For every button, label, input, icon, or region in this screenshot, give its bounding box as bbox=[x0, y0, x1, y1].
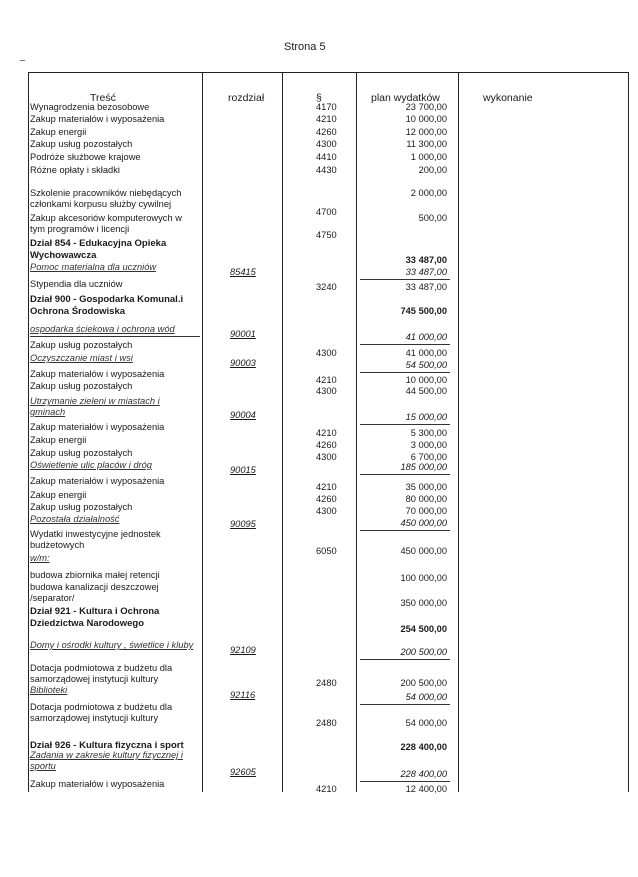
row-plan: 54 500,00 bbox=[405, 360, 447, 370]
row-description: w/m: bbox=[30, 553, 50, 563]
row-plan: 11 300,00 bbox=[406, 139, 447, 149]
row-description: Dział 926 - Kultura fizyczna i sport bbox=[30, 740, 184, 751]
row-description: Zakup materiałów i wyposażenia bbox=[30, 476, 165, 486]
row-paragraf: 3240 bbox=[316, 282, 337, 292]
row-plan: 12 400,00 bbox=[405, 784, 447, 794]
row-plan: 100 000,00 bbox=[400, 573, 447, 583]
row-description: Oświetlenie ulic placów i dróg bbox=[30, 460, 152, 470]
row-plan: 33 487,00 bbox=[405, 267, 447, 277]
header-paragraf: § bbox=[316, 92, 322, 104]
row-description: Domy i ośrodki kultury , świetlice i kluby bbox=[30, 640, 194, 650]
row-plan: 41 000,00 bbox=[405, 332, 447, 342]
row-plan: 54 000,00 bbox=[405, 692, 447, 702]
row-rozdzial: 85415 bbox=[230, 267, 256, 277]
column-divider bbox=[282, 72, 283, 792]
row-paragraf: 4210 bbox=[316, 375, 337, 385]
row-paragraf: 4410 bbox=[316, 152, 337, 162]
row-rozdzial: 90015 bbox=[230, 465, 256, 475]
subtotal-underline bbox=[360, 279, 450, 280]
row-plan: 10 000,00 bbox=[405, 375, 447, 385]
row-plan: 500,00 bbox=[418, 213, 447, 223]
column-divider bbox=[202, 72, 203, 792]
row-description: Zakup usług pozostałych bbox=[30, 139, 133, 149]
row-rozdzial: 90004 bbox=[230, 410, 256, 420]
row-plan: 228 400,00 bbox=[400, 769, 447, 779]
row-plan: 33 487,00 bbox=[405, 282, 447, 292]
row-description: Zakup energii bbox=[30, 127, 87, 137]
row-plan: 3 000,00 bbox=[410, 440, 447, 450]
column-divider bbox=[28, 72, 29, 792]
subtotal-underline bbox=[360, 344, 450, 345]
row-description: Wynagrodzenia bezosobowe bbox=[30, 102, 150, 112]
row-description: Zadania w zakresie kultury fizycznej i sportu bbox=[30, 750, 183, 771]
row-description: Dział 900 - Gospodarka Komunal.i Ochrona Środowiska bbox=[30, 294, 184, 317]
column-divider bbox=[356, 72, 357, 792]
row-plan: 1 000,00 bbox=[410, 152, 447, 162]
subtotal-underline bbox=[360, 372, 450, 373]
row-description: Dotacja podmiotowa z budżetu dla samorządowej instytucji kultury bbox=[30, 663, 173, 684]
row-plan: 228 400,00 bbox=[400, 742, 447, 752]
row-plan: 44 500,00 bbox=[405, 386, 447, 396]
row-description: Zakup usług pozostałych bbox=[30, 448, 133, 458]
subtotal-underline bbox=[360, 704, 450, 705]
row-description: Zakup usług pozostałych bbox=[30, 502, 133, 512]
row-plan: 15 000,00 bbox=[405, 412, 447, 422]
row-description: Zakup materiałów i wyposażenia bbox=[30, 114, 165, 124]
row-plan: 200 500,00 bbox=[400, 647, 447, 657]
row-rozdzial: 92116 bbox=[230, 690, 256, 700]
row-description: Dział 854 - Edukacyjna Opieka Wychowawcza bbox=[30, 238, 167, 261]
row-description: Szkolenie pracowników niebędących członkami korpusu służby cywilnej bbox=[30, 188, 182, 209]
row-plan: 745 500,00 bbox=[400, 306, 447, 316]
row-description: Podróże służbowe krajowe bbox=[30, 152, 141, 162]
row-description: Zakup energii bbox=[30, 435, 87, 445]
row-plan: 12 000,00 bbox=[405, 127, 447, 137]
row-description: Zakup usług pozostałych bbox=[30, 340, 133, 350]
row-paragraf: 4170 bbox=[316, 102, 337, 112]
row-paragraf: 4300 bbox=[316, 452, 337, 462]
row-plan: 350 000,00 bbox=[400, 598, 447, 608]
row-description: Różne opłaty i składki bbox=[30, 165, 120, 175]
row-description: Stypendia dla uczniów bbox=[30, 279, 123, 289]
row-plan: 54 000,00 bbox=[405, 718, 447, 728]
budget-table bbox=[28, 72, 629, 792]
header-tresc: Treść bbox=[90, 92, 116, 104]
row-plan: 6 700,00 bbox=[410, 452, 447, 462]
row-paragraf: 4300 bbox=[316, 139, 337, 149]
row-description: Pozostała działalność bbox=[30, 514, 120, 524]
row-description: budowa zbiornika małej retencji bbox=[30, 570, 160, 580]
row-paragraf: 4750 bbox=[316, 230, 337, 240]
row-plan: 200,00 bbox=[418, 165, 447, 175]
row-plan: 70 000,00 bbox=[405, 506, 447, 516]
row-rozdzial: 92109 bbox=[230, 645, 256, 655]
row-plan: 80 000,00 bbox=[405, 494, 447, 504]
section-underline bbox=[30, 336, 200, 337]
row-description: Zakup materiałów i wyposażenia bbox=[30, 779, 165, 789]
row-paragraf: 2480 bbox=[316, 678, 337, 688]
row-plan: 200 500,00 bbox=[400, 678, 447, 688]
row-plan: 33 487,00 bbox=[405, 255, 447, 265]
row-paragraf: 6050 bbox=[316, 546, 337, 556]
row-paragraf: 4260 bbox=[316, 494, 337, 504]
row-rozdzial: 90003 bbox=[230, 358, 256, 368]
row-paragraf: 4300 bbox=[316, 348, 337, 358]
row-paragraf: 4260 bbox=[316, 440, 337, 450]
row-rozdzial: 90001 bbox=[230, 329, 256, 339]
row-plan: 5 300,00 bbox=[410, 428, 447, 438]
row-rozdzial: 92605 bbox=[230, 767, 256, 777]
row-plan: 41 000,00 bbox=[405, 348, 447, 358]
column-divider bbox=[458, 72, 459, 792]
row-paragraf: 4430 bbox=[316, 165, 337, 175]
row-paragraf: 4260 bbox=[316, 127, 337, 137]
row-plan: 23 700,00 bbox=[405, 102, 447, 112]
row-paragraf: 4210 bbox=[316, 114, 337, 124]
row-description: Pomoc materialna dla uczniów bbox=[30, 262, 157, 272]
row-plan: 2 000,00 bbox=[410, 188, 447, 198]
row-description: Oczyszczanie miast i wsi bbox=[30, 353, 133, 363]
row-paragraf: 4300 bbox=[316, 506, 337, 516]
row-description: Zakup usług pozostałych bbox=[30, 381, 133, 391]
row-description: Utrzymanie zieleni w miastach i gminach bbox=[30, 396, 160, 417]
row-description: Zakup materiałów i wyposażenia bbox=[30, 369, 165, 379]
subtotal-underline bbox=[360, 659, 450, 660]
row-description: budowa kanalizacji deszczowej /separator/ bbox=[30, 582, 159, 603]
row-paragraf: 2480 bbox=[316, 718, 337, 728]
column-divider bbox=[628, 72, 629, 792]
row-plan: 254 500,00 bbox=[400, 624, 447, 634]
row-description: Zakup akcesoriów komputerowych w tym programów i licencji bbox=[30, 213, 182, 234]
row-plan: 185 000,00 bbox=[400, 462, 447, 472]
row-paragraf: 4300 bbox=[316, 386, 337, 396]
row-plan: 450 000,00 bbox=[400, 546, 447, 556]
table-top-border bbox=[28, 72, 629, 73]
subtotal-underline bbox=[360, 474, 450, 475]
row-description: Wydatki inwestycyjne jednostek budżetowych bbox=[30, 529, 161, 550]
row-paragraf: 4210 bbox=[316, 784, 337, 794]
row-plan: 450 000,00 bbox=[400, 518, 447, 528]
row-description: Biblioteki bbox=[30, 685, 68, 695]
row-description: Zakup materiałów i wyposażenia bbox=[30, 422, 165, 432]
page-number: Strona 5 bbox=[284, 41, 326, 53]
row-paragraf: 4210 bbox=[316, 482, 337, 492]
header-plan: plan wydatków bbox=[371, 92, 440, 104]
row-paragraf: 4700 bbox=[316, 207, 337, 217]
subtotal-underline bbox=[360, 530, 450, 531]
subtotal-underline bbox=[360, 424, 450, 425]
row-description: Dotacja podmiotowa z budżetu dla samorządowej instytucji kultury bbox=[30, 702, 173, 723]
row-description: Zakup energii bbox=[30, 490, 87, 500]
row-plan: 35 000,00 bbox=[405, 482, 447, 492]
header-wykonanie: wykonanie bbox=[483, 92, 533, 104]
row-rozdzial: 90095 bbox=[230, 519, 256, 529]
subtotal-underline bbox=[360, 781, 450, 782]
row-plan: 10 000,00 bbox=[405, 114, 447, 124]
row-paragraf: 4210 bbox=[316, 428, 337, 438]
row-description: ospodarka ściekowa i ochrona wód bbox=[30, 324, 175, 334]
margin-mark bbox=[20, 60, 25, 61]
row-description: Dział 921 - Kultura i Ochrona Dziedzictwa Narodowego bbox=[30, 606, 160, 629]
header-rozdzial: rozdział bbox=[228, 92, 265, 104]
